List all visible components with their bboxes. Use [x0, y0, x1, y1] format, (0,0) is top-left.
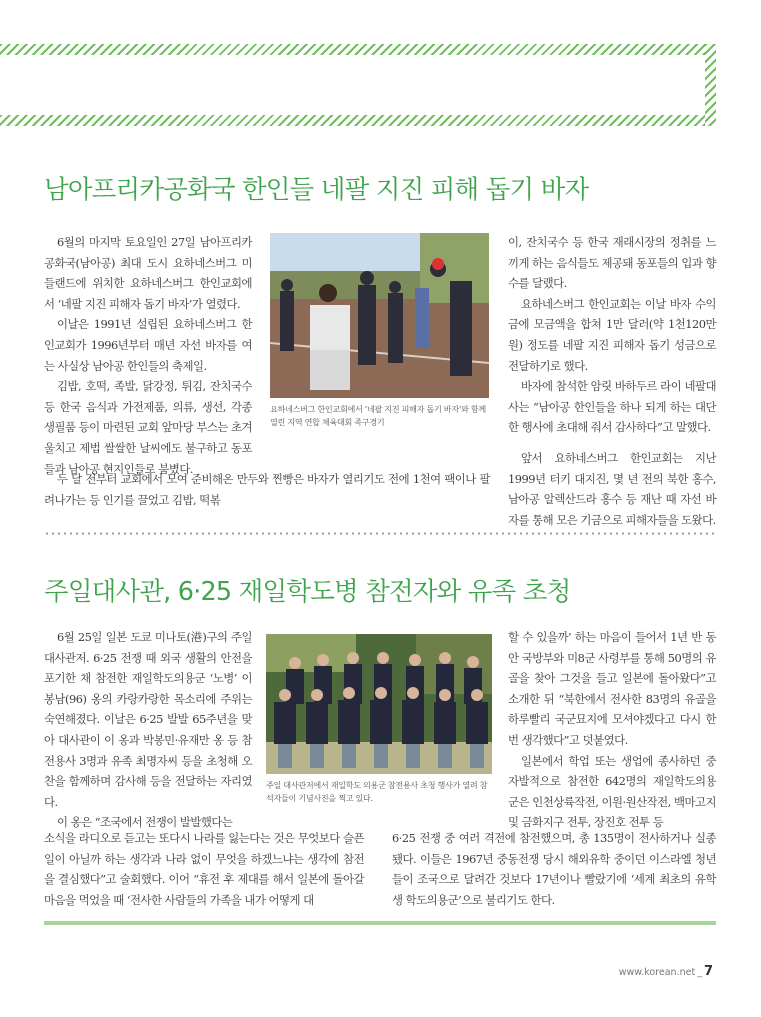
article2-paragraph: 소식을 라디오로 듣고는 또다시 나라를 잃는다는 것은 무엇보다 슬픈 일이 아닐까 하는 생각과 나라 없이 무엇을 하겠느냐는 생각에 참전을 결심했다”고 술회했다. 이어 “휴전 후 제대를 해서 일본에 돌아갈 마음을 먹었을 때 ‘전사한 사람들의 가족을 내가 어떻게 대	[44, 831, 364, 907]
article1-paragraph: 요하네스버그 한인교회는 이날 바자 수익금에 모금액을 합쳐 1만 달러(약 1천120만 원) 정도를 네팔 지진 피해자 돕기 성금으로 전달하기로 했다.	[508, 296, 716, 373]
article2-paragraph: 6·25 전쟁 중 여러 격전에 참전했으며, 총 135명이 전사하거나 실종됐다. 이들은 1967년 중동전쟁 당시 해외유학 중이던 이스라엘 청년들이 조국으로 달려간 것보다 17년이나 빨랐기에 ‘세계 최초의 유학생 학도의용군’으로 불리기도 한다.	[392, 831, 716, 907]
article1-title: 남아프리카공화국 한인들 네팔 지진 피해 돕기 바자	[44, 175, 589, 205]
header-hatch-bottom	[0, 115, 716, 126]
article1-photo-caption: 요하네스버그 한인교회에서 ‘네팔 지진 피해자 돕기 바자’와 함께 열린 지역 연합 체육대회 족구경기	[270, 404, 486, 427]
article1-paragraph: 두 달 전부터 교회에서 모여 준비해온 만두와 찐빵은 바자가 열리기도 전에 1천여 팩이나 팔려나가는 등 인기를 끌었고 김밥, 떡볶	[44, 472, 490, 507]
article2-left-wide	[44, 828, 364, 910]
article2-left-column	[44, 627, 252, 833]
article1-paragraph: 바자에 참석한 암릿 바하두르 라이 네팔대사는 “남아공 한인들을 하나 되게 하는 대단한 행사에 초대해 줘서 감사하다”고 말했다.	[508, 379, 716, 435]
article1-right-column	[508, 232, 716, 438]
header-hatch-right	[705, 44, 716, 126]
article1-paragraph: 이날은 1991년 설립된 요하네스버그 한인교회가 1996년부터 매년 자선 바자를 여는 사실상 남아공 한인들의 축제일.	[44, 317, 252, 373]
header-hatch-top	[0, 44, 716, 55]
article1-left-column	[44, 232, 252, 479]
article1-paragraph: 김밥, 호떡, 족발, 닭강정, 튀김, 잔치국수 등 한국 음식과 가전제품, 의류, 생선, 각종 생필품 등이 마련된 교회 앞마당 부스는 초겨울치고 제법 쌀쌀한 날씨에도 불구하고 동포들과 남아공 현지인들로 붐볐다.	[44, 379, 252, 476]
article2-right-column	[508, 627, 716, 833]
article1-paragraph: 이, 잔치국수 등 한국 재래시장의 정취를 느끼게 하는 음식들도 제공돼 동포들의 입과 향수를 달랬다.	[508, 235, 716, 291]
article1-left-wide	[44, 469, 490, 510]
page-footer	[619, 960, 713, 979]
article1-paragraph: 6월의 마지막 토요일인 27일 남아프리카 공화국(남아공) 최대 도시 요하네스버그 미들랜드에 위치한 요하네스버그 한인교회에서 ‘네팔 지진 피해자 돕기 바자’가 열렸다.	[44, 235, 252, 311]
article1-photo-image	[270, 233, 489, 398]
article2-photo-caption: 주일 대사관저에서 재일학도 의용군 참전용사 초청 행사가 열려 참석자들이 기념사진을 찍고 있다.	[266, 780, 488, 803]
article1-right-wide	[508, 448, 716, 530]
article2-right-wide	[392, 828, 716, 910]
article2-paragraph: 이 옹은 “조국에서 전쟁이 발발했다는	[57, 815, 233, 830]
article1-paragraph: 앞서 요하네스버그 한인교회는 지난 1999년 터키 대지진, 몇 년 전의 북한 홍수, 남아공 알렉산드라 홍수 등 재난 때 자선 바자를 통해 모은 기금으로 피해자들을 도왔다.	[508, 451, 716, 527]
article2-paragraph: 6월 25일 일본 도쿄 미나토(港)구의 주일 대사관저. 6·25 전쟁 때 외국 생활의 안전을 포기한 채 참전한 재일학도의용군 ‘노병’ 이봉남(96) 옹의 카랑카랑한 목소리에 주위는 숙연해졌다. 이날은 6·25 발발 65주년을 맞아 대사관이 이 옹과 박봉민·유재만 옹 등 참전용사 3명과 유족 최명자씨 등을 초청해 오찬을 함께하며 감사해 등을 전달하는 자리였다.	[44, 630, 252, 809]
article2-photo	[266, 634, 492, 774]
article2-paragraph: 일본에서 학업 또는 생업에 종사하던 중 자발적으로 참전한 642명의 재일학도의용군은 인천상륙작전, 이원·원산작전, 백마고지 및 금화지구 전투, 장진호 전투 등	[508, 753, 716, 830]
article2-photo-image	[266, 634, 492, 774]
footer-url: www.korean.net	[618, 967, 696, 978]
article1-photo	[270, 233, 489, 398]
section-divider	[44, 532, 716, 535]
article2-paragraph: 할 수 있을까’ 하는 마음이 들어서 1년 반 동안 국방부와 미8군 사령부를 통해 50명의 유골을 찾아 그것을 들고 일본에 돌아왔다”고 소개한 뒤 “북한에서 전사한 83명의 유골을 하루빨리 국군묘지에 모셔야겠다고 다시 한 번 생각했다”고 덧붙였다.	[508, 630, 716, 747]
footer-separator: _	[697, 967, 702, 978]
bottom-rule	[44, 921, 716, 925]
page-number: 7	[703, 964, 713, 979]
article2-title: 주일대사관, 6·25 재일학도병 참전자와 유족 초청	[44, 577, 571, 607]
